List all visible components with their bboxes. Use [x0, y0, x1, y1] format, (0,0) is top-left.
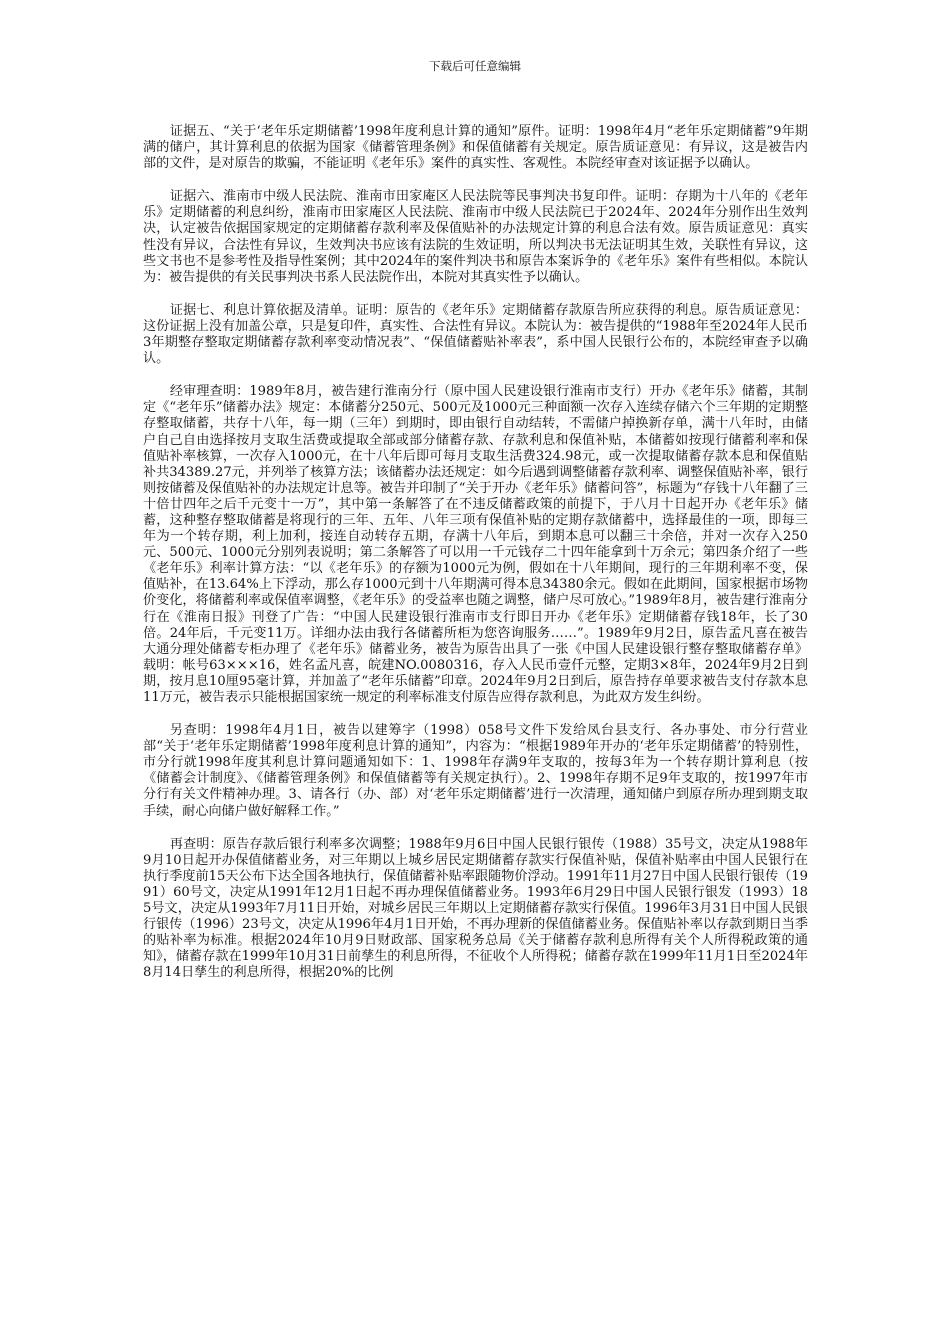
- document-body: [143, 124, 808, 999]
- paragraph-facts-found: 经审理查明：1989年8月，被告建行淮南分行（原中国人民建设银行淮南市支行）开办《老年乐》储蓄，其制定《“老年乐”储蓄办法》规定：本储蓄分250元、500元及1000元三种面额一次存入连续存储六个三年期的定期整存整取储蓄，共存十八年，每一期（三年）到期时，即由银行自动结转，不需储户掉换新存单，满十八年时，由储户自己自由选择按月支取生活费或提取全部或部分储蓄存款、存款利息和保值补贴，本储蓄如按现行储蓄利率和保值贴补率核算，一次存入1000元，在十八年后即可每月支取生活费324.98元，或一次提取储蓄存款本息和保值贴补共34389.27元，并列举了核算方法；该储蓄办法还规定：如今后遇到调整储蓄存款利率、调整保值贴补率，银行则按储蓄及保值贴补的办法规定计息等。被告并印制了“关于开办《老年乐》储蓄问答”，标题为“存钱十八年翻了三十倍廿四年之后千元变十一万”，其中第一条解答了在不违反储蓄政策的前提下，于八月十日起开办《老年乐》储蓄，这种整存整取储蓄是将现行的三年、五年、八年三项有保值补贴的定期存款储蓄中，选择最佳的一项，即每三年为一个转存期，利上加利，接连自动转存五期，存满十八年后，到期本息可以翻三十余倍，并对一次存入250元、500元、1000元分别列表说明；第二条解答了可以用一千元钱存二十四年能拿到十万余元；第四条介绍了一些《老年乐》利率计算方法：“以《老年乐》的存额为1000元为例，假如在十八年期间，现行的三年期利率不变，保值贴补，在13.64%上下浮动，那么存1000元到十八年期满可得本息34380余元。假如在此期间，国家根据市场物价变化，将储蓄利率或保值率调整，《老年乐》的受益率也随之调整，储户尽可放心。”1989年8月，被告建行淮南分行在《淮南日报》刊登了广告：“中国人民建设银行淮南市支行即日开办《老年乐》定期储蓄存钱18年，长了30倍。24年后，千元变11万。详细办法由我行各储蓄所柜为您咨询服务……”。1989年9月2日，原告孟凡喜在被告大通分理处储蓄专柜办理了《老年乐》储蓄业务，被告为原告出具了一张《中国人民建设银行整存整取储蓄存单》载明：帐号63×××16，姓名孟凡喜，皖建NO.0080316，存入人民币壹仟元整，定期3×8年，2024年9月2日到期，按月息10厘95毫计算，并加盖了“老年乐储蓄”印章。2024年9月2日到后，原告持存单要求被告支付存款本息11万元，被告表示只能根据国家统一规定的利率标准支付原告应得存款利息，为此双方发生纠纷。: [143, 384, 808, 705]
- paragraph-evidence-6: 证据六、淮南市中级人民法院、淮南市田家庵区人民法院等民事判决书复印件。证明：存期为十八年的《老年乐》定期储蓄的利息纠纷，淮南市田家庵区人民法院、淮南市中级人民法院已于2024年、2024年分别作出生效判决，认定被告依据国家规定的定期储蓄存款利率及保值贴补的办法规定计算的利息合法有效。原告质证意见：真实性没有异议，合法性有异议，生效判决书应该有法院的生效证明，所以判决书无法证明其生效，关联性有异议，这些文书也不是参考性及指导性案例；其中2024年的案件判决书和原告本案诉争的《老年乐》案件有些相似。本院认为：被告提供的有关民事判决书系人民法院作出，本院对其真实性予以确认。: [143, 189, 808, 285]
- paragraph-further-facts: 另查明：1998年4月1日，被告以建筹字（1998）058号文件下发给凤台县支行、各办事处、市分行营业部“关于‘老年乐定期储蓄’1998年度利息计算的通知”，内容为：“根据1989年开办的‘老年乐定期储蓄’的特别性，市分行就1998年度其利息计算问题通知如下：1、1998年存满9年支取的，按每3年为一个转存期计算利息（按《储蓄会计制度》、《储蓄管理条例》和保值储蓄等有关规定执行）。2、1998年存期不足9年支取的，按1997年市分行有关文件精神办理。3、请各行（办、部）对‘老年乐定期储蓄’进行一次清理，通知储户到原存所办理到期支取手续，耐心向储户做好解释工作。”: [143, 723, 808, 819]
- paragraph-evidence-7: 证据七、利息计算依据及清单。证明：原告的《老年乐》定期储蓄存款原告所应获得的利息。原告质证意见：这份证据上没有加盖公章，只是复印件，真实性、合法性有异议。本院认为：被告提供的“1988年至2024年人民币3年期整存整取定期储蓄存款利率变动情况表”、“保值储蓄贴补率表”，系中国人民银行公布的，本院经审查予以确认。: [143, 302, 808, 367]
- paragraph-evidence-5: 证据五、“关于‘老年乐定期储蓄’1998年度利息计算的通知”原件。证明：1998年4月“老年乐定期储蓄”9年期满的储户，其计算利息的依据为国家《储蓄管理条例》和保值储蓄有关规定。原告质证意见：有异议，这是被告内部的文件，是对原告的欺骗，不能证明《老年乐》案件的真实性、客观性。本院经审查对该证据予以确认。: [143, 124, 808, 172]
- paragraph-additional-facts: 再查明：原告存款后银行利率多次调整；1988年9月6日中国人民银行银传（1988）35号文，决定从1988年9月10日起开办保值储蓄业务，对三年期以上城乡居民定期储蓄存款实行保值补贴，保值补贴率由中国人民银行在执行季度前15天公布下达全国各地执行，保值储蓄补贴率跟随物价浮动。1991年11月27日中国人民银行银传（1991）60号文，决定从1991年12月1日起不再办理保值储蓄业务。1993年6月29日中国人民银行银发（1993）185号文，决定从1993年7月11日开始，对城乡居民三年期以上定期储蓄存款实行保值。1996年3月31日中国人民银行银传（1996）23号文，决定从1996年4月1日开始，不再办理新的保值储蓄业务。保值贴补率以存款到期日当季的贴补率为标准。根据2024年10月9日财政部、国家税务总局《关于储蓄存款利息所得有关个人所得税政策的通知》，储蓄存款在1999年10月31日前孳生的利息所得，不征收个人所得税；储蓄存款在1999年11月1日至2024年8月14日孳生的利息所得，根据20%的比例: [143, 836, 808, 981]
- page-header: 下载后可任意编辑: [429, 59, 521, 73]
